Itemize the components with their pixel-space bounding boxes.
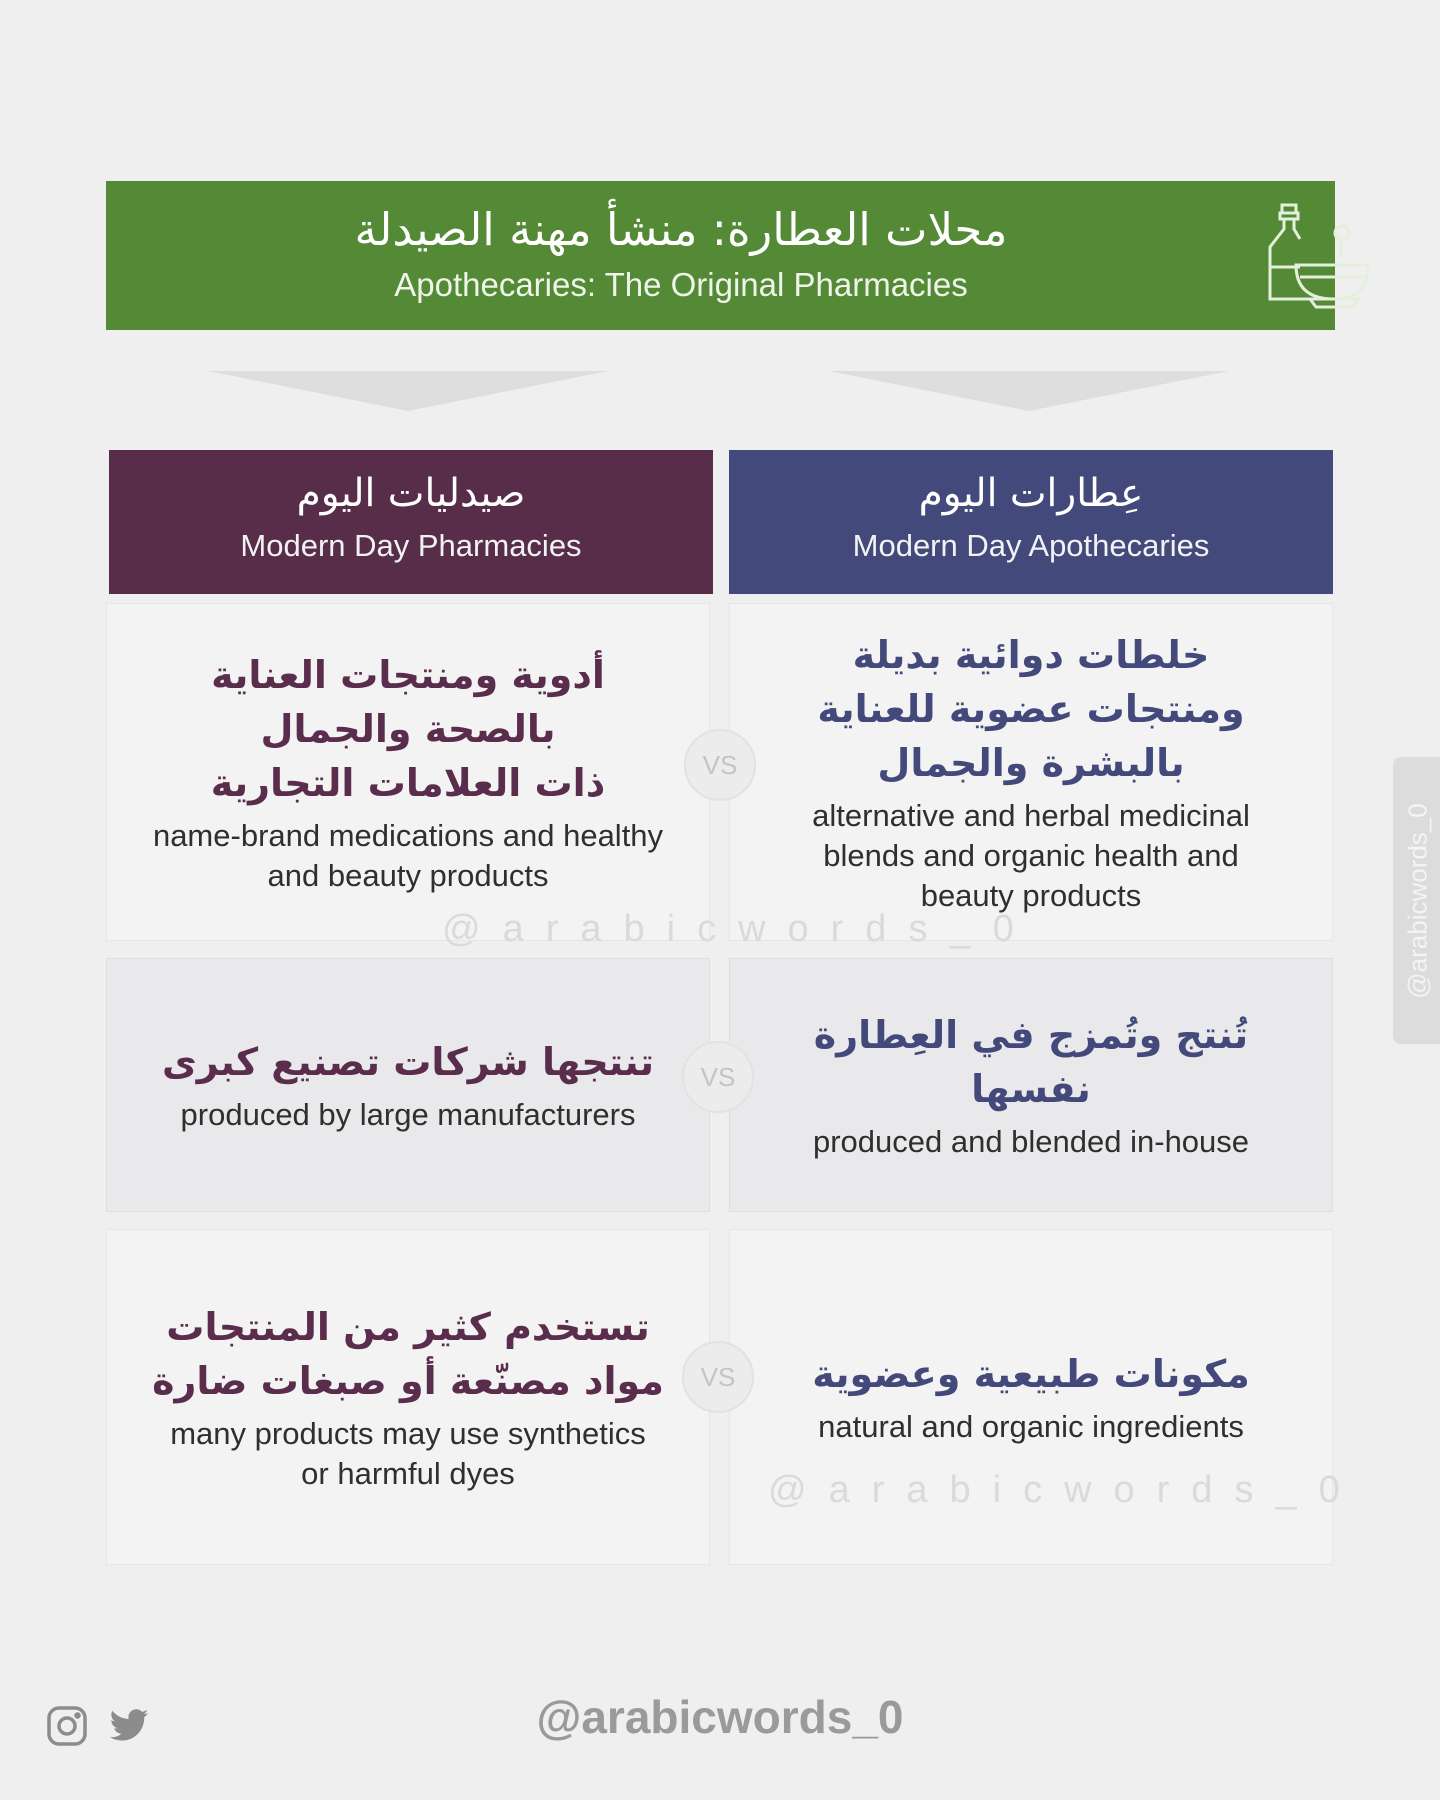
cell-text-ar: تنتجها شركات تصنيع كبرى [161,1040,655,1084]
cell-text-ar: تُنتج وتُمزج في العِطارة نفسها [813,1013,1249,1111]
cell-text-ar: مكونات طبيعية وعضوية [812,1352,1250,1396]
footer-handle[interactable]: @arabicwords_0 [536,1691,904,1743]
cell-text-ar: خلطات دوائية بديلة ومنتجات عضوية للعناية بالبشرة والجمال [817,633,1245,785]
header-banner [106,181,1335,330]
watermark: @arabicwords_0 [768,1469,1362,1511]
vs-badge: VS [684,729,756,801]
cell-text-ar: تستخدم كثير من المنتجات مواد مصنّعة أو صبغات ضارة [152,1305,664,1403]
row-2-pharmacy-cell [106,958,710,1212]
column-title-en: Modern Day Pharmacies [240,528,582,563]
row-2-apothecary-cell [729,958,1333,1212]
cell-text-en: many products may use synthetics or harmful dyes [170,1416,646,1491]
cell-text-en: alternative and herbal medicinal blends and organic health and beauty products [812,798,1250,913]
column-title-ar: صيدليات اليوم [296,471,526,516]
row-3-apothecary-cell [729,1229,1333,1565]
column-header-pharmacies [109,450,713,594]
cell-text-en: name-brand medications and healthy and beauty products [152,818,664,893]
row-3-pharmacy-cell [106,1229,710,1565]
header-title-ar: محلات العطارة: منشأ مهنة الصيدلة [354,203,1008,256]
column-title-en: Modern Day Apothecaries [852,528,1210,563]
side-handle-tab [1393,757,1440,1044]
cell-text-en: produced and blended in-house [812,1124,1250,1159]
vs-badge: VS [682,1041,754,1113]
watermark: @arabicwords_0 [442,908,1036,950]
cell-text-en: produced by large manufacturers [180,1097,636,1132]
row-1-pharmacy-cell [106,603,710,941]
column-header-apothecaries [729,450,1333,594]
arrow-left-column [208,371,608,411]
mortar-pestle-bottle-icon [1260,203,1370,313]
vs-badge: VS [682,1341,754,1413]
row-1-apothecary-cell [729,603,1333,941]
side-tab-label: @arabicwords_0 [1402,802,1433,999]
cell-text-ar: أدوية ومنتجات العناية بالصحة والجمال ذات العلامات التجارية [210,653,606,805]
header-title-en: Apothecaries: The Original Pharmacies [394,266,968,303]
cell-text-en: natural and organic ingredients [818,1409,1244,1444]
column-title-ar: عِطارات اليوم [918,471,1144,516]
arrow-right-column [829,371,1229,411]
header-text [106,203,1256,307]
